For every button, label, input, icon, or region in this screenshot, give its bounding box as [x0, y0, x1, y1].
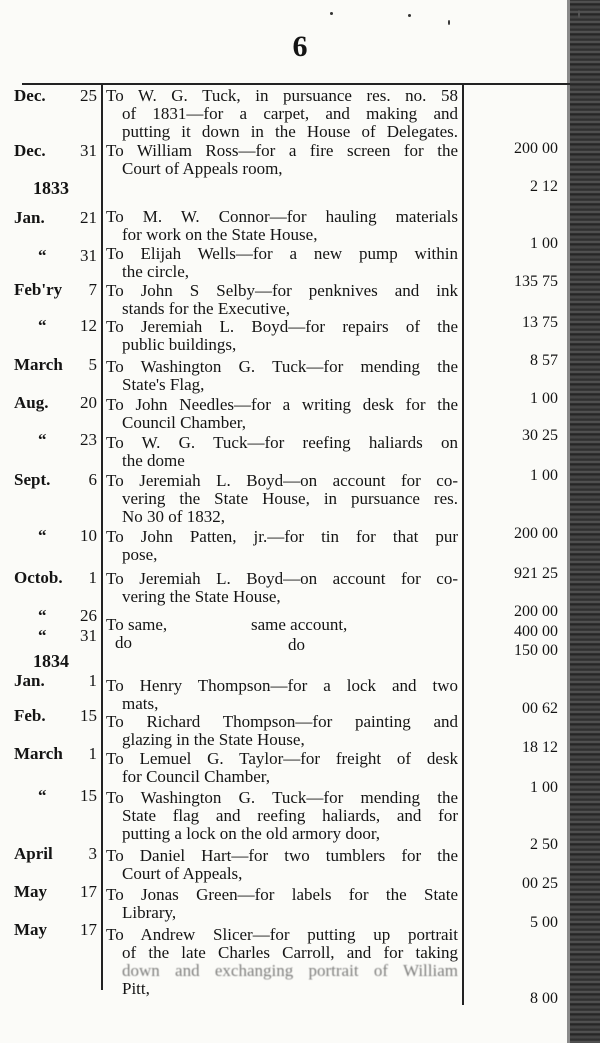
- entry-amount: 00 62: [522, 700, 558, 717]
- entry-line: To W. G. Tuck, in pursuance res. no. 58: [106, 87, 458, 105]
- entry-amount: 00 25: [522, 875, 558, 892]
- entry-line: To Andrew Slicer—for putting up portrait: [106, 926, 458, 944]
- entry-line: To Lemuel G. Taylor—for freight of desk: [106, 750, 458, 768]
- entry-description: [106, 245, 458, 281]
- entry-description: [106, 142, 458, 178]
- entry-line: To Richard Thompson—for painting and: [106, 713, 458, 731]
- entry-day: 7: [88, 280, 97, 299]
- entry-month: Feb.: [14, 706, 46, 725]
- entry-day: 31: [80, 626, 97, 645]
- entry-line: To Washington G. Tuck—for mending the: [106, 789, 458, 807]
- entry-day: 15: [80, 706, 97, 725]
- entry-line: To William Ross—for a fire screen for the: [106, 142, 458, 160]
- entry-month: March: [14, 744, 63, 763]
- entry-month: Sept.: [14, 470, 51, 489]
- entry-line: To M. W. Connor—for hauling materials: [106, 208, 458, 226]
- entry-day: 17: [80, 882, 97, 901]
- entry-description: [106, 396, 458, 432]
- entry-amount: 1 00: [530, 390, 558, 407]
- entry-description: [106, 208, 458, 244]
- entry-amount: 5 00: [530, 914, 558, 931]
- entry-line: of 1831—for a carpet, and making and: [122, 105, 458, 123]
- entry-line: To John Patten, jr.—for tin for that pur: [106, 528, 458, 546]
- entry-month: Jan.: [14, 671, 45, 690]
- entry-line: stands for the Executive,: [122, 300, 291, 318]
- entry-amount: 400 00: [514, 623, 558, 640]
- entry-amount: 200 00: [514, 603, 558, 620]
- entry-day: 3: [88, 844, 97, 863]
- entry-day: 23: [80, 430, 97, 449]
- entry-amount: 150 00: [514, 642, 558, 659]
- top-rule: [22, 83, 570, 85]
- page-number: 6: [292, 30, 308, 63]
- entry-amount: 30 25: [522, 427, 558, 444]
- entry-line: pose,: [122, 546, 158, 564]
- entry-line: To Henry Thompson—for a lock and two: [106, 677, 458, 695]
- entry-month: May: [14, 882, 48, 901]
- entry-line: No 30 of 1832,: [122, 508, 225, 526]
- entry-line: glazing in the State House,: [122, 731, 305, 749]
- entry-line: To Daniel Hart—for two tumblers for the: [106, 847, 458, 865]
- year-heading: 1834: [33, 651, 69, 671]
- entry-amount: 1 00: [530, 467, 558, 484]
- entry-line: do: [115, 633, 132, 652]
- entry-amount: 8 00: [530, 990, 558, 1007]
- entry-line: Court of Appeals,: [122, 865, 243, 883]
- year-heading: 1833: [33, 178, 69, 198]
- entry-amount: 2 12: [530, 178, 558, 195]
- entry-day: 12: [80, 316, 97, 335]
- entry-description: [106, 472, 458, 526]
- entry-line: putting a lock on the old armory door,: [122, 825, 381, 843]
- entry-line: putting it down in the House of Delegates.: [122, 123, 458, 141]
- entry-line: vering the State House, in pursuance res.: [122, 490, 458, 508]
- entry-day: 1: [88, 568, 97, 587]
- amount-column-rule: [462, 85, 464, 1005]
- entry-line: State flag and reefing haliards, and for: [122, 807, 458, 825]
- entry-day: 20: [80, 393, 97, 412]
- entry-line: down and exchanging portrait of William: [122, 962, 458, 980]
- entry-amount: 200 00: [514, 140, 558, 157]
- entry-description: [106, 570, 458, 606]
- entry-line: To Washington G. Tuck—for mending the: [106, 358, 458, 376]
- entry-day: 21: [80, 208, 97, 227]
- entry-line: mats,: [122, 695, 159, 713]
- entry-line: public buildings,: [122, 336, 237, 354]
- entry-description: [106, 528, 458, 564]
- entry-description: [106, 847, 458, 883]
- entry-line: State's Flag,: [122, 376, 205, 394]
- entry-description: [106, 677, 458, 713]
- entry-description: [106, 358, 458, 394]
- entry-amount: 200 00: [514, 525, 558, 542]
- entry-month: Octob.: [14, 568, 63, 587]
- entry-description: [106, 282, 458, 318]
- entry-line: Council Chamber,: [122, 414, 246, 432]
- entry-line: To John Needles—for a writing desk for the: [106, 396, 458, 414]
- entry-line: Pitt,: [122, 980, 150, 998]
- entry-line: of the late Charles Carroll, and for taking: [122, 944, 458, 962]
- entry-day: 5: [88, 355, 97, 374]
- entry-line: the circle,: [122, 263, 190, 281]
- entry-day: 6: [88, 470, 97, 489]
- entry-month: Dec.: [14, 141, 46, 160]
- entry-description: [106, 434, 458, 470]
- entry-amount: 1 00: [530, 235, 558, 252]
- scan-border-inner: [567, 0, 570, 1043]
- entry-amount: 2 50: [530, 836, 558, 853]
- entry-month: Feb'ry: [14, 280, 63, 299]
- ditto-mark: “: [38, 246, 47, 265]
- entry-line: for Council Chamber,: [122, 768, 271, 786]
- entry-description: [106, 713, 458, 749]
- ditto-mark: “: [38, 786, 47, 805]
- entry-line: do: [288, 635, 305, 654]
- entry-amount: 13 75: [522, 314, 558, 331]
- entry-day: 26: [80, 606, 97, 625]
- entry-line: To Elijah Wells—for a new pump within: [106, 245, 458, 263]
- entry-day: 31: [80, 246, 97, 265]
- ditto-mark: “: [38, 430, 47, 449]
- entry-line: same account,: [251, 615, 348, 634]
- entry-day: 15: [80, 786, 97, 805]
- entry-amount: 135 75: [514, 273, 558, 290]
- entry-day: 10: [80, 526, 97, 545]
- entry-month: April: [14, 844, 53, 863]
- entry-line: for work on the State House,: [122, 226, 318, 244]
- entry-line: the dome: [122, 452, 185, 470]
- entry-day: 25: [80, 86, 97, 105]
- entry-line: To Jonas Green—for labels for the State: [106, 886, 458, 904]
- date-column-rule: [101, 85, 103, 990]
- entry-month: March: [14, 355, 63, 374]
- entry-line: To Jeremiah L. Boyd—on account for co-: [106, 472, 458, 490]
- ditto-mark: “: [38, 526, 47, 545]
- entry-month: Jan.: [14, 208, 45, 227]
- entry-description: [106, 926, 458, 998]
- entry-month: Aug.: [14, 393, 49, 412]
- entry-day: 1: [88, 744, 97, 763]
- entry-description: [106, 789, 458, 843]
- entry-day: 17: [80, 920, 97, 939]
- entry-line: vering the State House,: [122, 588, 281, 606]
- entry-day: 31: [80, 141, 97, 160]
- entry-month: Dec.: [14, 86, 46, 105]
- entry-day: 1: [88, 671, 97, 690]
- entry-line: To same,: [106, 615, 168, 634]
- entry-line: Library,: [122, 904, 177, 922]
- ditto-mark: “: [38, 626, 47, 645]
- entry-description: [106, 318, 458, 354]
- entry-amount: 8 57: [530, 352, 558, 369]
- entry-amount: 921 25: [514, 565, 558, 582]
- ditto-mark: “: [38, 316, 47, 335]
- entry-line: To W. G. Tuck—for reefing haliards on: [106, 434, 458, 452]
- scan-border: [570, 0, 600, 1043]
- entry-amount: 1 00: [530, 779, 558, 796]
- entry-amount: 18 12: [522, 739, 558, 756]
- entry-description: [106, 750, 458, 786]
- entry-line: To Jeremiah L. Boyd—for repairs of the: [106, 318, 458, 336]
- entry-month: May: [14, 920, 48, 939]
- entry-description: [106, 886, 458, 922]
- entry-description: [106, 87, 458, 141]
- entry-line: To Jeremiah L. Boyd—on account for co-: [106, 570, 458, 588]
- ditto-mark: “: [38, 606, 47, 625]
- entry-line: To John S Selby—for penknives and ink: [106, 282, 458, 300]
- entry-line: Court of Appeals room,: [122, 160, 283, 178]
